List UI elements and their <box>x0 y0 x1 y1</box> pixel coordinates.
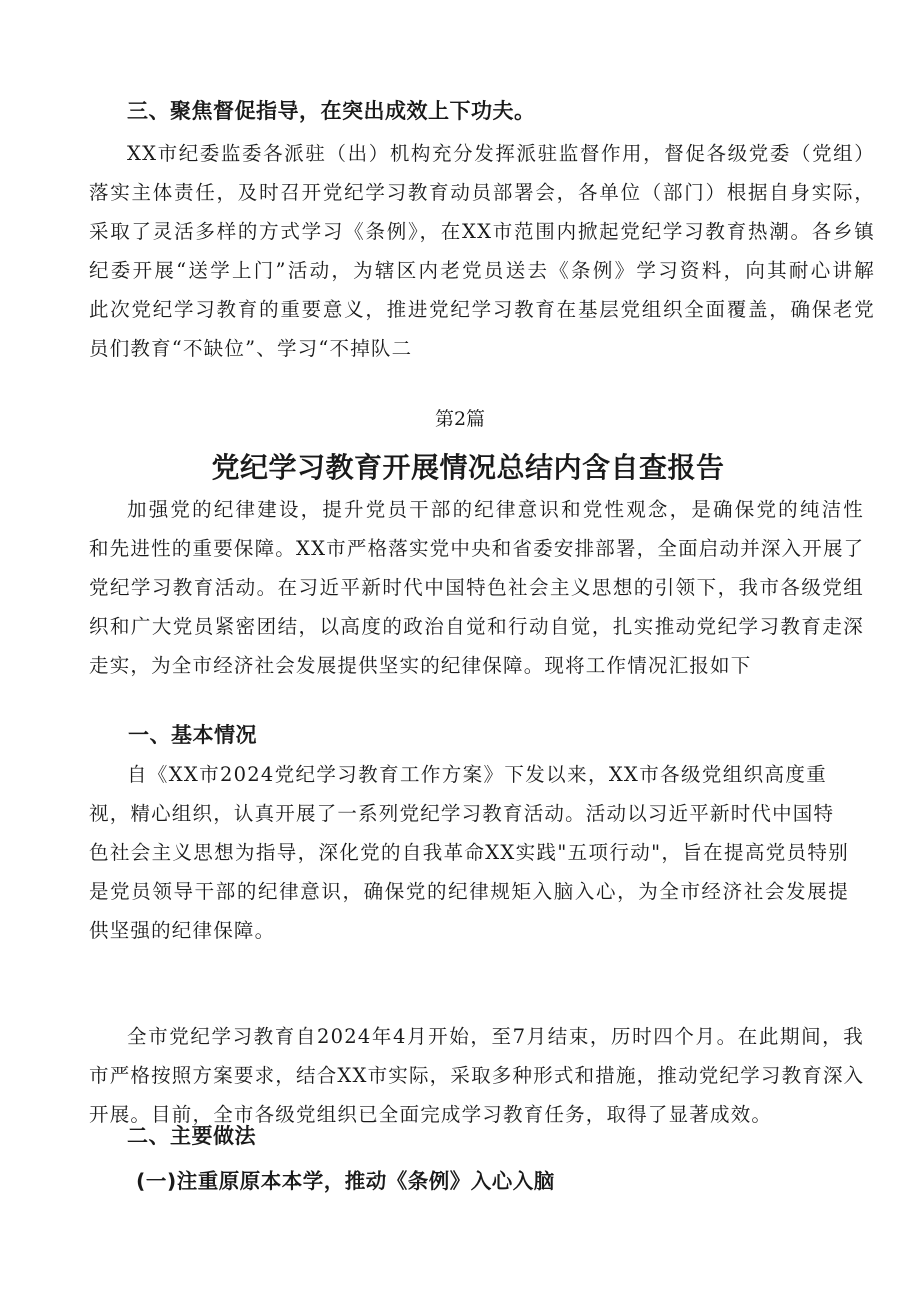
intro-paragraph <box>89 490 864 685</box>
section-three-paragraph <box>89 134 875 368</box>
paragraph-line: 是党员领导干部的纪律意识，确保党的纪律规矩入脑入心，为全市经济社会发展提 <box>89 880 849 903</box>
paragraph-line: 全市党纪学习教育自2024年4月开始，至7月结束，历时四个月。在此期间，我 <box>127 1025 864 1048</box>
paragraph-line: 此次党纪学习教育的重要意义，推进党纪学习教育在基层党组织全面覆盖，确保老党 <box>89 298 875 321</box>
paragraph-line: 走实，为全市经济社会发展提供坚实的纪律保障。现将工作情况汇报如下 <box>89 654 752 677</box>
paragraph-line: 落实主体责任，及时召开党纪学习教育动员部署会，各单位（部门）根据自身实际， <box>89 181 875 204</box>
paragraph-line: 采取了灵活多样的方式学习《条例》，在XX市范围内掀起党纪学习教育热潮。各乡镇 <box>89 220 875 243</box>
part-two-heading: 二、主要做法 <box>127 1124 256 1148</box>
paragraph-line: 视，精心组织，认真开展了一系列党纪学习教育活动。活动以习近平新时代中国特 <box>89 802 835 825</box>
paragraph-line: 开展。目前，全市各级党组织已全面完成学习教育任务，取得了显著成效。 <box>89 1103 773 1126</box>
paragraph-line: XX市纪委监委各派驻（出）机构充分发挥派驻监督作用，督促各级党委（党组） <box>127 142 875 165</box>
paragraph-line: 员们教育“不缺位”、学习“不掉队二 <box>89 337 413 360</box>
paragraph-line: 党纪学习教育活动。在习近平新时代中国特色社会主义思想的引领下，我市各级党组 <box>89 576 864 599</box>
paragraph-line: 加强党的纪律建设，提升党员干部的纪律意识和党性观念，是确保党的纯洁性 <box>127 498 864 521</box>
part-two-subheading: (一)注重原原本本学，推动《条例》入心入脑 <box>136 1169 555 1193</box>
paragraph-line: 织和广大党员紧密团结，以高度的政治自觉和行动自觉，扎实推动党纪学习教育走深 <box>89 615 864 638</box>
article-number-label: 第2篇 <box>434 408 486 430</box>
part-one-heading: 一、基本情况 <box>128 723 257 747</box>
part-one-paragraph-2 <box>89 1017 864 1134</box>
paragraph-line: 纪委开展“送学上门”活动，为辖区内老党员送去《条例》学习资料，向其耐心讲解 <box>89 259 875 282</box>
paragraph-line: 自《XX市2024党纪学习教育工作方案》下发以来，XX市各级党组织高度重 <box>127 763 827 786</box>
section-three-heading: 三、聚焦督促指导，在突出成效上下功夫。 <box>127 99 536 123</box>
paragraph-line: 市严格按照方案要求，结合XX市实际，采取多种形式和措施，推动党纪学习教育深入 <box>89 1064 865 1087</box>
paragraph-line: 供坚强的纪律保障。 <box>89 919 276 942</box>
document-title: 党纪学习教育开展情况总结内含自查报告 <box>211 451 725 484</box>
paragraph-line: 色社会主义思想为指导，深化党的自我革命XX实践"五项行动"，旨在提高党员特别 <box>89 841 849 864</box>
paragraph-line: 和先进性的重要保障。XX市严格落实党中央和省委安排部署，全面启动并深入开展了 <box>89 537 865 560</box>
part-one-paragraph-1 <box>89 755 849 950</box>
